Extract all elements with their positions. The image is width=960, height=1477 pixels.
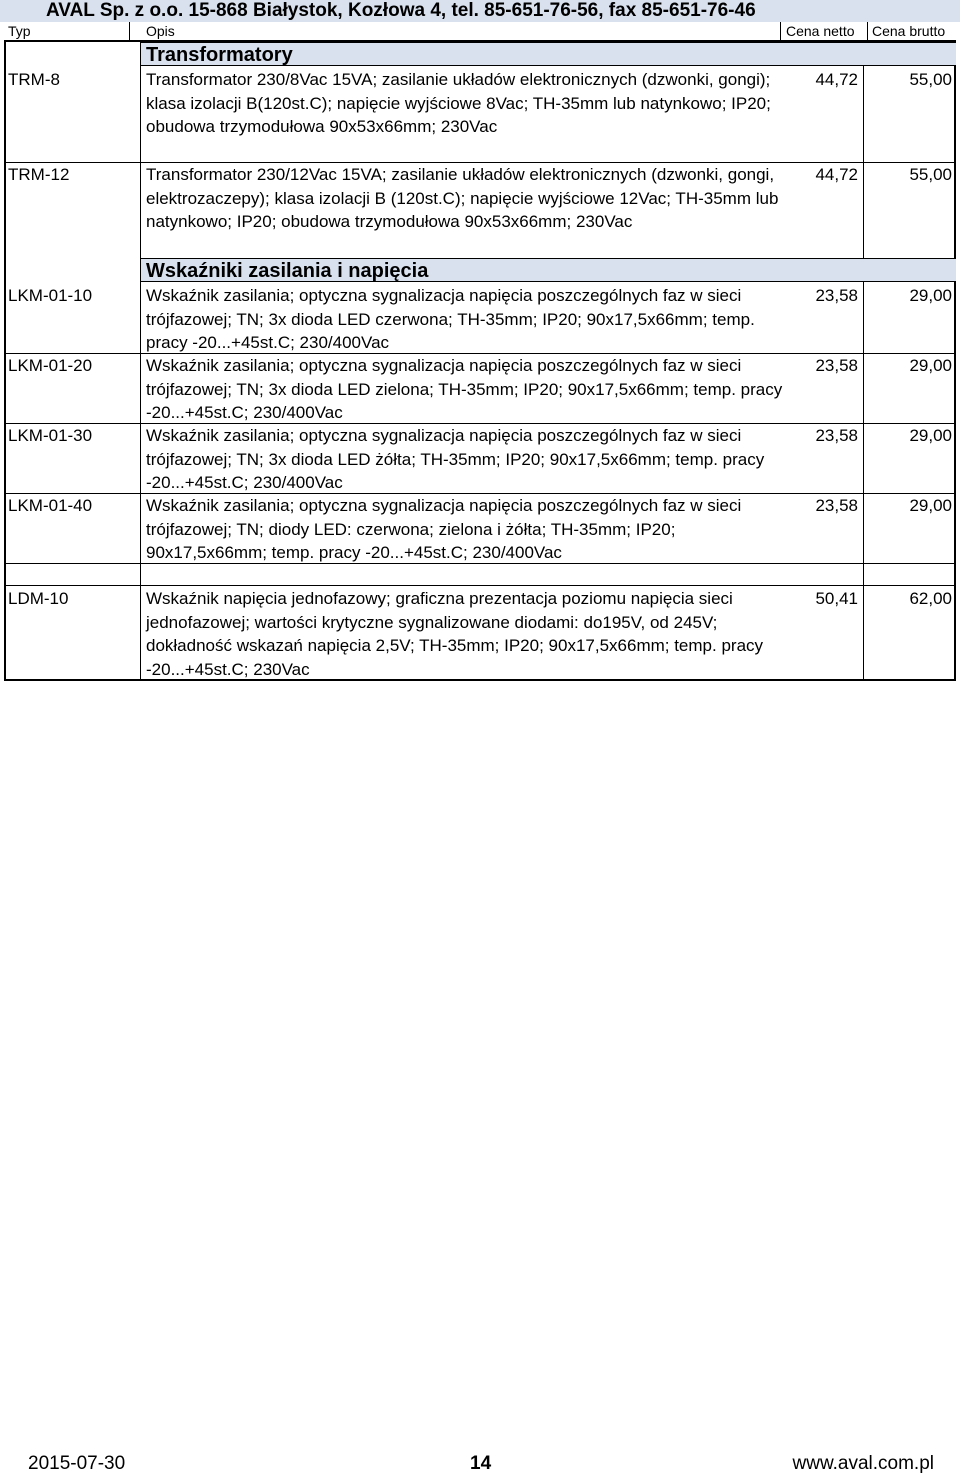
row-netto-lkm-01-30: 23,58 <box>815 426 858 445</box>
row-brutto-trm-8: 55,00 <box>909 70 952 89</box>
column-header-cena-netto: Cena netto <box>786 23 855 39</box>
row-code-lkm-01-20: LKM-01-20 <box>8 356 93 375</box>
row-desc-trm-8: Transformator 230/8Vac 15VA; zasilanie układów elektronicznych (dzwonki, gongi); klasa izolacji B(120st.C); napięcie wyjściowe 8Vac; TH-35mm lub natynkowo; IP20; obudowa trzymodułowa 90x53x66mm; 230Vac <box>146 70 771 136</box>
row-desc-lkm-01-10: Wskaźnik zasilania; optyczna sygnalizacja napięcia poszczególnych faz w sieci trójfazowej; TN; 3x dioda LED czerwona; TH-35mm; IP20; 90x17,5x66mm; temp. pracy -20...+45st.C; 230/400Vac <box>146 286 755 352</box>
row-brutto-lkm-01-30: 29,00 <box>909 426 952 445</box>
row-desc-trm-12: Transformator 230/12Vac 15VA; zasilanie układów elektronicznych (dzwonki, gongi, elektrozaczepy); klasa izolacji B (120st.C); napięcie wyjściowe 12Vac; TH-35mm lub natynkowo; IP20; obudowa trzymodułowa 90x53x66mm; 230Vac <box>146 165 779 231</box>
row-code-lkm-01-30: LKM-01-30 <box>8 426 93 445</box>
header-col-divider <box>867 22 868 40</box>
company-header-text: AVAL Sp. z o.o. 15-868 Białystok, Kozłowa 4, tel. 85-651-76-56, fax 85-651-76-46 <box>46 0 756 21</box>
row-code-trm-8: TRM-8 <box>8 70 60 89</box>
row-netto-lkm-01-10: 23,58 <box>815 286 858 305</box>
row-desc-lkm-01-40: Wskaźnik zasilania; optyczna sygnalizacja napięcia poszczególnych faz w sieci trójfazowej; TN; diody LED: czerwona; zielona i żółta; TH-35mm; IP20; 90x17,5x66mm; temp. pracy -20...+45st.C; 230/400Vac <box>146 496 742 562</box>
row-brutto-lkm-01-10: 29,00 <box>909 286 952 305</box>
header-col-divider <box>780 22 781 40</box>
footer-website-link[interactable]: www.aval.com.pl <box>792 1453 934 1474</box>
row-netto-trm-12: 44,72 <box>815 165 858 184</box>
row-code-ldm-10: LDM-10 <box>8 589 69 608</box>
row-brutto-lkm-01-40: 29,00 <box>909 496 952 515</box>
section-title: Wskaźniki zasilania i napięcia <box>146 260 429 282</box>
section-header-transformatory <box>141 42 956 66</box>
row-code-trm-12: TRM-12 <box>8 165 70 184</box>
column-header-opis: Opis <box>146 23 175 39</box>
company-header <box>0 0 960 22</box>
row-netto-lkm-01-20: 23,58 <box>815 356 858 375</box>
column-header-cena-brutto: Cena brutto <box>872 23 946 39</box>
footer-date: 2015-07-30 <box>28 1453 126 1474</box>
section-title: Transformatory <box>146 44 293 66</box>
row-separator <box>4 585 956 586</box>
row-netto-lkm-01-40: 23,58 <box>815 496 858 515</box>
section-header-wskazniki <box>141 258 956 282</box>
row-separator <box>4 563 956 564</box>
row-brutto-lkm-01-20: 29,00 <box>909 356 952 375</box>
row-netto-ldm-10: 50,41 <box>815 589 858 608</box>
row-desc-lkm-01-30: Wskaźnik zasilania; optyczna sygnalizacja napięcia poszczególnych faz w sieci trójfazowej; TN; 3x dioda LED żółta; TH-35mm; IP20; 90x17,5x66mm; temp. pracy -20...+45st.C; 230/400Vac <box>146 426 765 492</box>
row-code-lkm-01-40: LKM-01-40 <box>8 496 93 515</box>
row-brutto-ldm-10: 62,00 <box>909 589 952 608</box>
column-header-typ: Typ <box>8 23 31 39</box>
row-code-lkm-01-10: LKM-01-10 <box>8 286 93 305</box>
header-col-divider <box>129 22 130 40</box>
row-desc-lkm-01-20: Wskaźnik zasilania; optyczna sygnalizacja napięcia poszczególnych faz w sieci trójfazowej; TN; 3x dioda LED zielona; TH-35mm; IP20; 90x17,5x66mm; temp. pracy -20...+45st.C; 230/400Vac <box>146 356 783 422</box>
footer-page-number: 14 <box>470 1453 492 1474</box>
row-netto-trm-8: 44,72 <box>815 70 858 89</box>
row-brutto-trm-12: 55,00 <box>909 165 952 184</box>
row-desc-ldm-10: Wskaźnik napięcia jednofazowy; graficzna prezentacja poziomu napięcia sieci jednofazowej; wartości krytyczne sygnalizowane diodami: do195V, od 245V; dokładność wskazań napięcia 2,5V; TH-35mm; IP20; 90x17,5x66mm; temp. pracy -20...+45st.C; 230Vac <box>146 589 764 679</box>
